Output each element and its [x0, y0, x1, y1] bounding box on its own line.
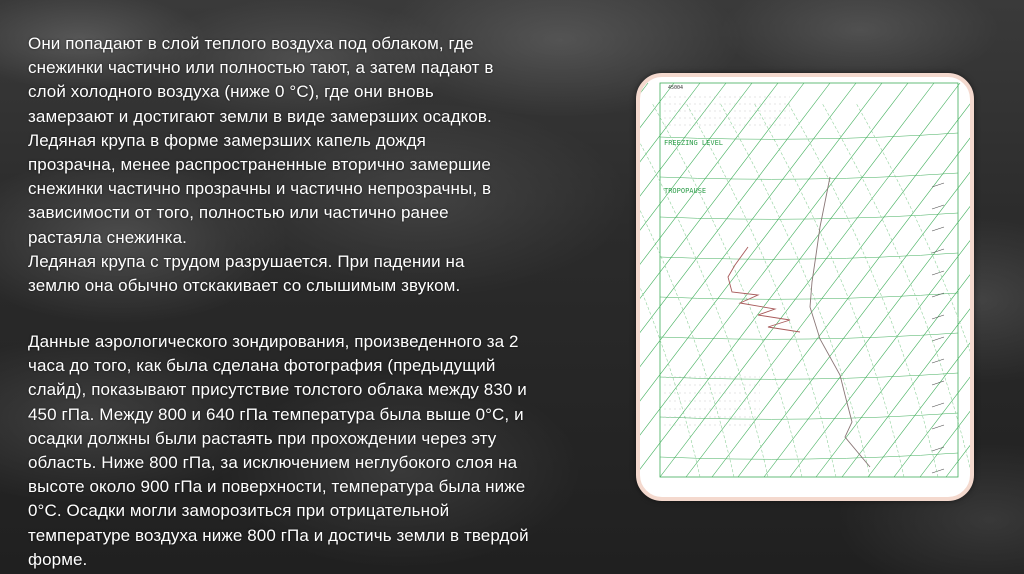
freezing-level-label: FREEZING LEVEL	[664, 139, 724, 147]
wind-barb	[932, 469, 944, 473]
text-line: часа до того, как была сделана фотография (предыдущий	[28, 356, 496, 376]
isotherm-line	[868, 83, 970, 477]
slide-paragraph-2	[28, 330, 593, 572]
wind-barb	[932, 271, 944, 275]
isobar-line	[660, 333, 958, 339]
wind-barb	[932, 183, 944, 187]
wind-barb	[932, 337, 944, 341]
wind-barb	[932, 381, 944, 385]
text-line: Они попадают в слой теплого воздуха под облаком, где	[28, 34, 474, 53]
wind-barb	[932, 249, 944, 253]
wind-barb	[932, 227, 944, 231]
sounding-diagram	[640, 77, 970, 497]
slide-paragraph-1	[28, 32, 598, 298]
text-line: Ледяная крупа в форме замерзших капель дождя	[28, 130, 426, 150]
skew-t-sounding-chart	[636, 73, 974, 501]
dry-adiabat	[720, 103, 870, 477]
dry-adiabat	[822, 103, 970, 477]
text-line: 450 гПа. Между 800 и 640 гПа температура была выше 0°С, и	[28, 404, 524, 424]
wind-barb	[932, 403, 944, 407]
isobar-line	[660, 253, 958, 259]
text-line: область. Ниже 800 гПа, за исключением неглубокого слоя на	[28, 453, 518, 473]
wind-barb	[932, 359, 944, 363]
text-line: слой холодного воздуха (ниже 0 °C), где они вновь	[28, 82, 434, 102]
isotherm-line	[640, 83, 648, 477]
wind-barb	[932, 447, 944, 451]
isobar-line	[660, 453, 958, 459]
text-line: снежинки частично или полностью тают, а затем падают в	[28, 58, 494, 78]
text-line: прозрачна, менее распространенные вторично замершие	[28, 155, 491, 175]
dry-adiabat	[788, 103, 938, 477]
text-line: снежинки частично прозрачны и частично непрозрачны, в	[28, 179, 492, 199]
isotherm-line	[920, 83, 970, 477]
wind-barb	[932, 293, 944, 297]
dry-adiabat	[686, 103, 836, 477]
text-line: форме.	[28, 549, 88, 569]
dry-adiabat	[652, 103, 802, 477]
isobar-line	[660, 293, 958, 299]
wind-barb	[932, 425, 944, 429]
dewpoint-profile	[728, 247, 800, 332]
text-line: Данные аэрологического зондирования, произведенного за 2	[28, 332, 519, 351]
station-id: 45004	[668, 85, 684, 91]
text-line: высоте около 900 гПа и поверхности, температура была ниже	[28, 477, 526, 497]
isobar-line	[660, 213, 958, 219]
text-line: растаяла снежинка.	[28, 227, 187, 247]
isotherm-line	[816, 83, 970, 477]
text-line: 0°С. Осадки могли заморозиться при отрицательной	[28, 501, 450, 521]
dry-adiabat	[640, 103, 700, 477]
dry-adiabat	[640, 103, 768, 477]
text-line: температуре воздуха ниже 800 гПа и достичь земли в твердой	[28, 525, 529, 545]
text-line: слайд), показывают присутствие толстого облака между 830 и	[28, 380, 527, 400]
tropopause-label: TROPOPAUSE	[664, 187, 707, 195]
isotherm-line	[894, 83, 970, 477]
text-line: землю она обычно отскакивает со слышимым звуком.	[28, 276, 461, 296]
text-line: зависимости от того, полностью или частично ранее	[28, 203, 449, 223]
text-line: замерзают и достигают земли в виде замерзших осадков.	[28, 106, 492, 126]
temperature-profile	[810, 177, 870, 467]
wind-barb	[932, 315, 944, 319]
text-line: Ледяная крупа с трудом разрушается. При падении на	[28, 251, 465, 271]
text-line: осадки должны были растаять при прохождении через эту	[28, 428, 497, 448]
